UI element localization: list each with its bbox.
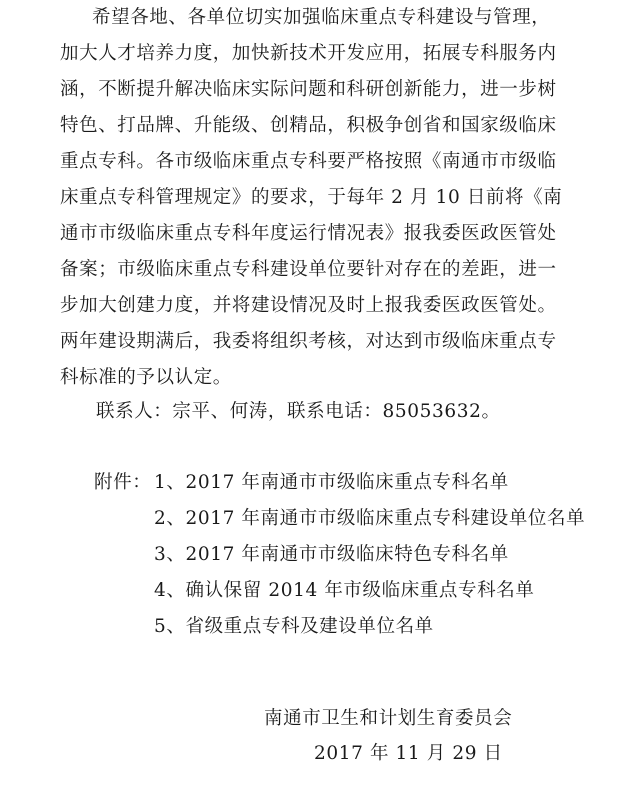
contact-line: 联系人：宗平、何涛，联系电话：85053632。 — [96, 401, 501, 422]
paragraph-line: 加大人才培养力度，加快新技术开发应用，拓展专科服务内 — [60, 43, 557, 64]
attachments-label: 附件： — [94, 472, 152, 493]
signature-date: 2017 年 11 月 29 日 — [314, 743, 503, 764]
paragraph-line: 重点专科。各市级临床重点专科要严格按照《南通市市级临 — [60, 151, 557, 172]
attachment-item: 2、2017 年南通市市级临床重点专科建设单位名单 — [154, 508, 586, 529]
paragraph-line: 床重点专科管理规定》的要求，于每年 2 月 10 日前将《南 — [60, 187, 563, 208]
paragraph-line: 涵，不断提升解决临床实际问题和科研创新能力，进一步树 — [60, 79, 557, 100]
paragraph-line: 特色、打品牌、升能级、创精品，积极争创省和国家级临床 — [60, 115, 557, 136]
paragraph-line: 希望各地、各单位切实加强临床重点专科建设与管理， — [92, 7, 551, 28]
attachment-item: 3、2017 年南通市市级临床特色专科名单 — [154, 544, 509, 565]
paragraph-line: 科标准的予以认定。 — [60, 367, 232, 388]
attachment-item: 4、确认保留 2014 年市级临床重点专科名单 — [154, 580, 535, 601]
attachment-item: 1、2017 年南通市市级临床重点专科名单 — [154, 472, 509, 493]
paragraph-line: 两年建设期满后，我委将组织考核，对达到市级临床重点专 — [60, 331, 557, 352]
paragraph-line: 步加大创建力度，并将建设情况及时上报我委医政医管处。 — [60, 295, 557, 316]
attachment-item: 5、省级重点专科及建设单位名单 — [154, 616, 434, 637]
paragraph-line: 通市市级临床重点专科年度运行情况表》报我委医政医管处 — [60, 223, 557, 244]
paragraph-line: 备案；市级临床重点专科建设单位要针对存在的差距，进一 — [60, 259, 557, 280]
signature-organization: 南通市卫生和计划生育委员会 — [264, 708, 513, 729]
